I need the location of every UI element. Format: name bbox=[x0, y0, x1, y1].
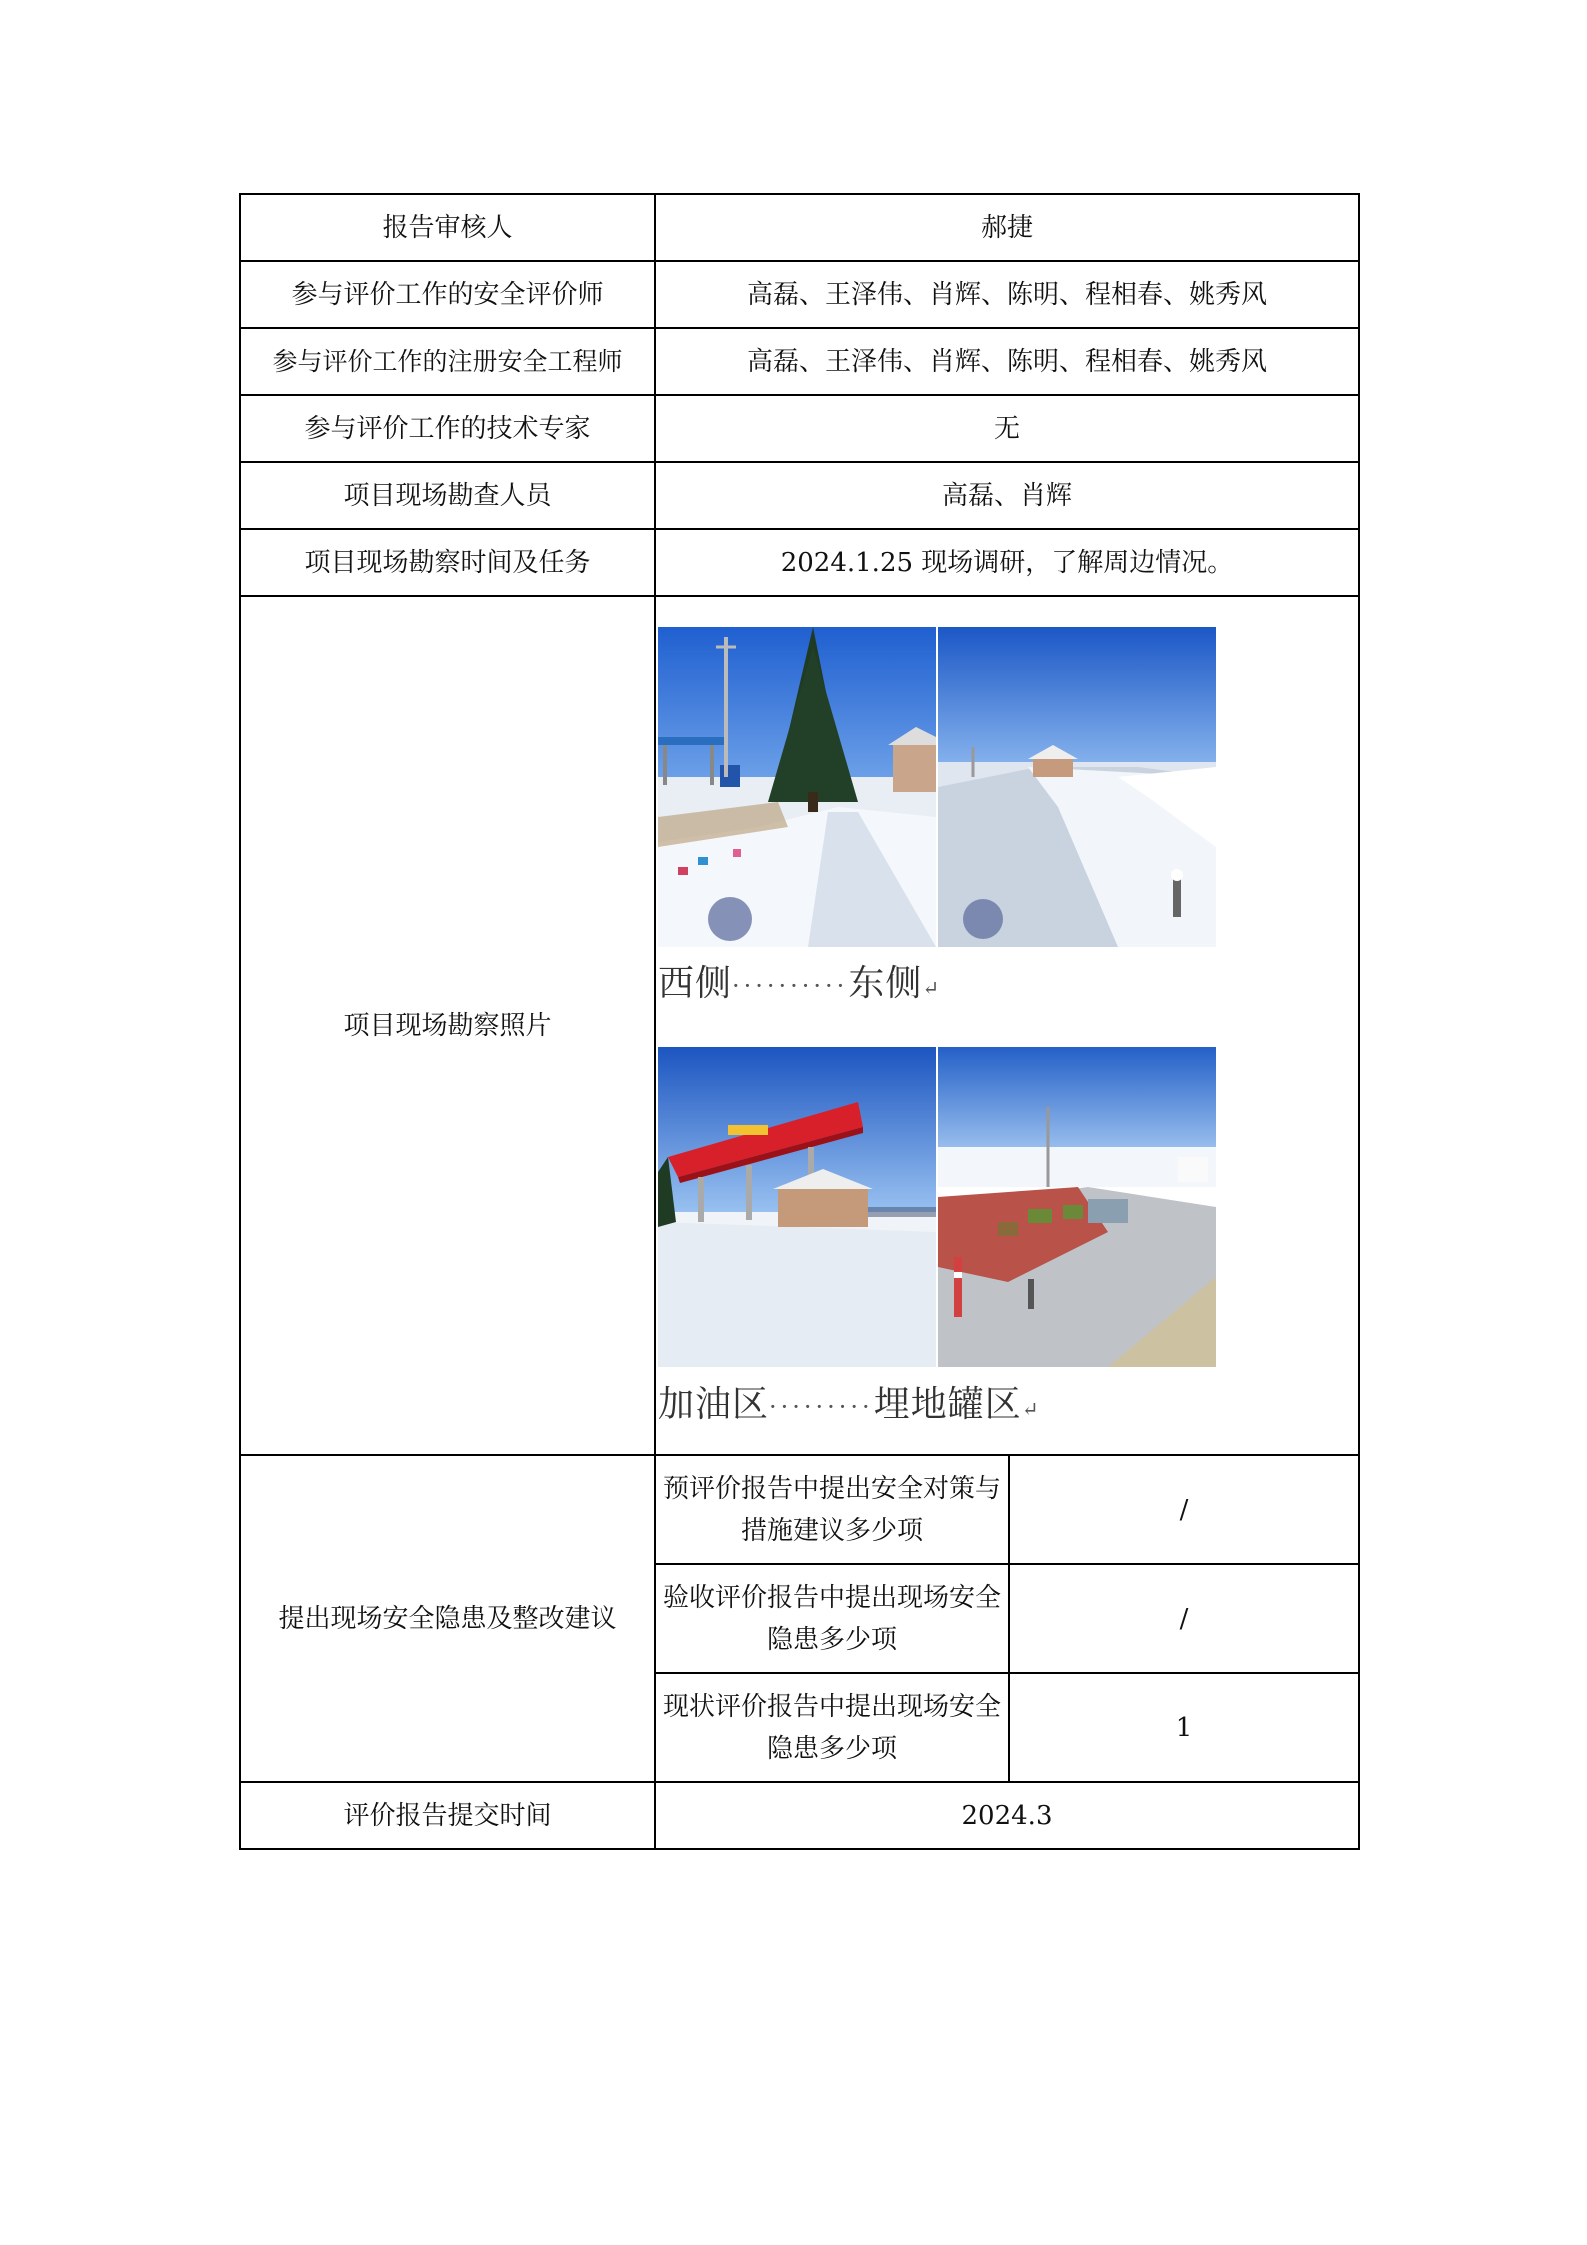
caption-fuel-tank bbox=[658, 1384, 1039, 1430]
photo-west bbox=[658, 627, 936, 947]
survey-staff-label: 项目现场勘查人员 bbox=[240, 462, 655, 529]
caption-fuel-area: 加油区 bbox=[658, 1384, 770, 1425]
hazard-value-1: / bbox=[1009, 1455, 1359, 1564]
evaluators-value: 高磊、王泽伟、肖辉、陈明、程相春、姚秀风 bbox=[655, 261, 1359, 328]
row-submit-time bbox=[240, 1782, 1359, 1849]
row-experts bbox=[240, 395, 1359, 462]
survey-time-value: 2024.1.25 现场调研，了解周边情况。 bbox=[655, 529, 1359, 596]
survey-staff-value: 高磊、肖辉 bbox=[655, 462, 1359, 529]
photos-label: 项目现场勘察照片 bbox=[240, 596, 655, 1455]
experts-value: 无 bbox=[655, 395, 1359, 462]
reviewer-label: 报告审核人 bbox=[240, 194, 655, 261]
row-survey-staff bbox=[240, 462, 1359, 529]
row-reviewer bbox=[240, 194, 1359, 261]
reviewer-value: 郝捷 bbox=[655, 194, 1359, 261]
caption-east: 东侧 bbox=[848, 963, 923, 1004]
caption-tank-area: 埋地罐区 bbox=[873, 1384, 1022, 1425]
evaluators-label: 参与评价工作的安全评价师 bbox=[240, 261, 655, 328]
hazard-question-3: 现状评价报告中提出现场安全隐患多少项 bbox=[655, 1673, 1009, 1782]
caption-dots-2: ········· bbox=[769, 1393, 874, 1421]
hazard-question-2: 验收评价报告中提出现场安全隐患多少项 bbox=[655, 1564, 1009, 1673]
return-mark-icon-2: ↵ bbox=[1021, 1397, 1040, 1421]
photo-fuel-area bbox=[658, 1047, 936, 1367]
hazard-value-3: 1 bbox=[1009, 1673, 1359, 1782]
photos-cell bbox=[655, 596, 1359, 1455]
caption-dots: ·········· bbox=[732, 972, 849, 1000]
row-engineers bbox=[240, 328, 1359, 395]
photo-east bbox=[938, 627, 1216, 947]
submit-time-value: 2024.3 bbox=[655, 1782, 1359, 1849]
row-evaluators bbox=[240, 261, 1359, 328]
caption-west-east bbox=[658, 963, 940, 1009]
return-mark-icon: ↵ bbox=[922, 976, 941, 1000]
hazards-label: 提出现场安全隐患及整改建议 bbox=[240, 1455, 655, 1782]
submit-time-label: 评价报告提交时间 bbox=[240, 1782, 655, 1849]
photo-tank-area bbox=[938, 1047, 1216, 1367]
row-hazard-1 bbox=[240, 1455, 1359, 1564]
row-survey-time bbox=[240, 529, 1359, 596]
hazard-question-1: 预评价报告中提出安全对策与措施建议多少项 bbox=[655, 1455, 1009, 1564]
engineers-label: 参与评价工作的注册安全工程师 bbox=[240, 328, 655, 395]
experts-label: 参与评价工作的技术专家 bbox=[240, 395, 655, 462]
row-photos bbox=[240, 596, 1359, 1455]
engineers-value: 高磊、王泽伟、肖辉、陈明、程相春、姚秀风 bbox=[655, 328, 1359, 395]
survey-time-label: 项目现场勘察时间及任务 bbox=[240, 529, 655, 596]
hazard-value-2: / bbox=[1009, 1564, 1359, 1673]
report-info-table bbox=[239, 193, 1360, 1850]
caption-west: 西侧 bbox=[658, 963, 733, 1004]
